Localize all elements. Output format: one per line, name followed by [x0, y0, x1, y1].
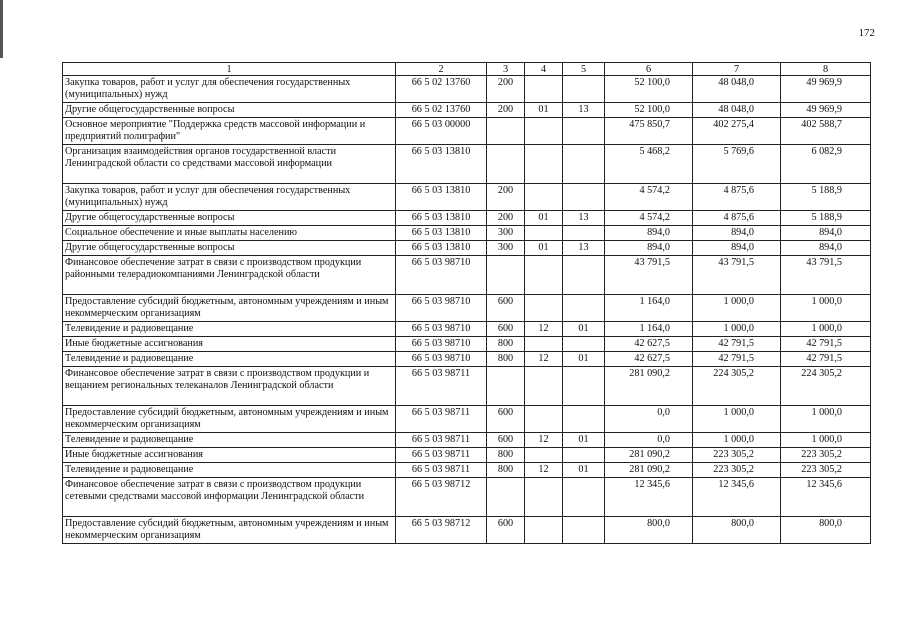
row-code-cell: 66 5 03 98710	[396, 256, 487, 295]
row-name-cell: Финансовое обеспечение затрат в связи с производством продукции районными телерадиокомпаниями Ленинградской области	[63, 256, 396, 295]
budget-table	[62, 62, 871, 544]
row-name-cell: Иные бюджетные ассигнования	[63, 448, 396, 463]
row-pr-cell	[563, 337, 605, 352]
row-code-cell: 66 5 03 13810	[396, 145, 487, 184]
row-amount-year1-cell: 4 574,2	[605, 184, 693, 211]
row-name-cell: Предоставление субсидий бюджетным, автономным учреждениям и иным некоммерческим организациям	[63, 295, 396, 322]
row-code-cell: 66 5 03 13810	[396, 211, 487, 226]
table-row	[63, 406, 871, 433]
row-pr-cell	[563, 406, 605, 433]
row-rz-cell: 01	[525, 241, 563, 256]
row-amount-year1-cell: 4 574,2	[605, 211, 693, 226]
row-name-cell: Предоставление субсидий бюджетным, автономным учреждениям и иным некоммерческим организациям	[63, 406, 396, 433]
row-amount-year1-cell: 281 090,2	[605, 367, 693, 406]
row-vr-cell: 300	[487, 241, 525, 256]
row-vr-cell: 200	[487, 184, 525, 211]
row-amount-year2-cell: 1 000,0	[693, 433, 781, 448]
row-name-cell: Финансовое обеспечение затрат в связи с производством продукции сетевыми средствами массовой информации Ленинградской области	[63, 478, 396, 517]
row-name-cell: Другие общегосударственные вопросы	[63, 211, 396, 226]
row-amount-year3-cell: 402 588,7	[781, 118, 871, 145]
row-amount-year1-cell: 894,0	[605, 241, 693, 256]
table-row	[63, 145, 871, 184]
row-code-cell: 66 5 03 00000	[396, 118, 487, 145]
row-amount-year3-cell: 1 000,0	[781, 322, 871, 337]
header-cell: 8	[781, 63, 871, 76]
row-name-cell: Финансовое обеспечение затрат в связи с производством продукции и вещанием региональных телеканалов Ленинградской области	[63, 367, 396, 406]
row-amount-year3-cell: 894,0	[781, 241, 871, 256]
row-vr-cell: 800	[487, 448, 525, 463]
row-code-cell: 66 5 03 98710	[396, 295, 487, 322]
row-pr-cell: 01	[563, 463, 605, 478]
table-row	[63, 184, 871, 211]
row-pr-cell: 13	[563, 103, 605, 118]
table-row	[63, 226, 871, 241]
row-amount-year3-cell: 223 305,2	[781, 448, 871, 463]
row-name-cell: Закупка товаров, работ и услуг для обеспечения государственных (муниципальных) нужд	[63, 76, 396, 103]
row-amount-year1-cell: 12 345,6	[605, 478, 693, 517]
row-amount-year2-cell: 1 000,0	[693, 295, 781, 322]
row-code-cell: 66 5 03 98710	[396, 337, 487, 352]
row-amount-year2-cell: 894,0	[693, 226, 781, 241]
row-vr-cell: 300	[487, 226, 525, 241]
row-amount-year1-cell: 0,0	[605, 406, 693, 433]
row-amount-year3-cell: 43 791,5	[781, 256, 871, 295]
row-name-cell: Телевидение и радиовещание	[63, 463, 396, 478]
row-amount-year1-cell: 43 791,5	[605, 256, 693, 295]
row-name-cell: Другие общегосударственные вопросы	[63, 103, 396, 118]
row-amount-year2-cell: 1 000,0	[693, 322, 781, 337]
row-vr-cell: 200	[487, 76, 525, 103]
row-vr-cell: 600	[487, 295, 525, 322]
row-rz-cell	[525, 226, 563, 241]
row-vr-cell	[487, 145, 525, 184]
row-amount-year3-cell: 5 188,9	[781, 211, 871, 226]
row-amount-year3-cell: 42 791,5	[781, 352, 871, 367]
row-pr-cell	[563, 517, 605, 544]
row-rz-cell	[525, 337, 563, 352]
row-amount-year2-cell: 223 305,2	[693, 448, 781, 463]
table-row	[63, 241, 871, 256]
row-rz-cell	[525, 118, 563, 145]
row-amount-year3-cell: 49 969,9	[781, 103, 871, 118]
header-cell: 1	[63, 63, 396, 76]
row-pr-cell	[563, 256, 605, 295]
row-vr-cell: 600	[487, 433, 525, 448]
row-rz-cell	[525, 256, 563, 295]
table-row	[63, 322, 871, 337]
row-amount-year2-cell: 894,0	[693, 241, 781, 256]
row-amount-year2-cell: 224 305,2	[693, 367, 781, 406]
row-vr-cell	[487, 367, 525, 406]
row-amount-year2-cell: 12 345,6	[693, 478, 781, 517]
table-row	[63, 118, 871, 145]
row-amount-year3-cell: 800,0	[781, 517, 871, 544]
row-code-cell: 66 5 03 13810	[396, 184, 487, 211]
row-amount-year1-cell: 475 850,7	[605, 118, 693, 145]
row-rz-cell: 12	[525, 352, 563, 367]
row-name-cell: Другие общегосударственные вопросы	[63, 241, 396, 256]
row-pr-cell	[563, 118, 605, 145]
row-amount-year2-cell: 4 875,6	[693, 184, 781, 211]
row-vr-cell	[487, 118, 525, 145]
header-cell: 2	[396, 63, 487, 76]
row-amount-year3-cell: 42 791,5	[781, 337, 871, 352]
table-row	[63, 367, 871, 406]
row-name-cell: Телевидение и радиовещание	[63, 352, 396, 367]
row-amount-year3-cell: 1 000,0	[781, 295, 871, 322]
table-row	[63, 448, 871, 463]
row-rz-cell: 01	[525, 211, 563, 226]
row-code-cell: 66 5 03 98710	[396, 352, 487, 367]
row-code-cell: 66 5 02 13760	[396, 76, 487, 103]
row-name-cell: Закупка товаров, работ и услуг для обеспечения государственных (муниципальных) нужд	[63, 184, 396, 211]
row-pr-cell: 01	[563, 433, 605, 448]
row-vr-cell: 600	[487, 322, 525, 337]
row-code-cell: 66 5 03 98712	[396, 478, 487, 517]
row-name-cell: Социальное обеспечение и иные выплаты населению	[63, 226, 396, 241]
row-amount-year3-cell: 49 969,9	[781, 76, 871, 103]
row-amount-year2-cell: 42 791,5	[693, 337, 781, 352]
row-code-cell: 66 5 03 98711	[396, 433, 487, 448]
row-amount-year1-cell: 42 627,5	[605, 337, 693, 352]
row-pr-cell	[563, 184, 605, 211]
page-number: 172	[858, 27, 875, 39]
row-code-cell: 66 5 03 98711	[396, 367, 487, 406]
table-row	[63, 352, 871, 367]
row-amount-year3-cell: 1 000,0	[781, 433, 871, 448]
row-amount-year1-cell: 281 090,2	[605, 448, 693, 463]
row-pr-cell: 01	[563, 352, 605, 367]
table-row	[63, 478, 871, 517]
row-amount-year1-cell: 894,0	[605, 226, 693, 241]
row-amount-year3-cell: 894,0	[781, 226, 871, 241]
table-row	[63, 256, 871, 295]
row-vr-cell: 600	[487, 406, 525, 433]
row-vr-cell: 800	[487, 463, 525, 478]
table-row	[63, 337, 871, 352]
row-pr-cell	[563, 448, 605, 463]
row-amount-year2-cell: 223 305,2	[693, 463, 781, 478]
row-rz-cell: 01	[525, 103, 563, 118]
row-vr-cell: 200	[487, 211, 525, 226]
row-amount-year1-cell: 1 164,0	[605, 295, 693, 322]
row-code-cell: 66 5 03 98712	[396, 517, 487, 544]
row-code-cell: 66 5 03 98711	[396, 448, 487, 463]
row-code-cell: 66 5 03 98711	[396, 463, 487, 478]
row-amount-year1-cell: 1 164,0	[605, 322, 693, 337]
row-rz-cell	[525, 76, 563, 103]
header-cell: 3	[487, 63, 525, 76]
row-vr-cell: 200	[487, 103, 525, 118]
row-amount-year1-cell: 52 100,0	[605, 103, 693, 118]
table-row	[63, 211, 871, 226]
row-rz-cell	[525, 145, 563, 184]
row-vr-cell	[487, 478, 525, 517]
row-pr-cell: 13	[563, 211, 605, 226]
row-rz-cell: 12	[525, 322, 563, 337]
row-amount-year2-cell: 5 769,6	[693, 145, 781, 184]
table-row	[63, 463, 871, 478]
row-name-cell: Предоставление субсидий бюджетным, автономным учреждениям и иным некоммерческим организациям	[63, 517, 396, 544]
row-amount-year2-cell: 42 791,5	[693, 352, 781, 367]
row-amount-year2-cell: 48 048,0	[693, 103, 781, 118]
row-pr-cell: 13	[563, 241, 605, 256]
table-row	[63, 76, 871, 103]
header-cell: 7	[693, 63, 781, 76]
row-rz-cell	[525, 448, 563, 463]
row-pr-cell	[563, 145, 605, 184]
table-row	[63, 433, 871, 448]
header-cell: 6	[605, 63, 693, 76]
row-vr-cell: 800	[487, 337, 525, 352]
table-row	[63, 103, 871, 118]
row-name-cell: Организация взаимодействия органов государственной власти Ленинградской области со средствами массовой информации	[63, 145, 396, 184]
row-vr-cell: 600	[487, 517, 525, 544]
row-name-cell: Иные бюджетные ассигнования	[63, 337, 396, 352]
row-pr-cell: 01	[563, 322, 605, 337]
row-code-cell: 66 5 02 13760	[396, 103, 487, 118]
row-code-cell: 66 5 03 98710	[396, 322, 487, 337]
row-code-cell: 66 5 03 13810	[396, 226, 487, 241]
row-pr-cell	[563, 295, 605, 322]
row-pr-cell	[563, 367, 605, 406]
table-row	[63, 517, 871, 544]
row-name-cell: Телевидение и радиовещание	[63, 433, 396, 448]
row-amount-year2-cell: 43 791,5	[693, 256, 781, 295]
row-name-cell: Основное мероприятие "Поддержка средств массовой информации и предприятий полиграфии"	[63, 118, 396, 145]
header-cell: 4	[525, 63, 563, 76]
row-amount-year1-cell: 281 090,2	[605, 463, 693, 478]
row-amount-year3-cell: 12 345,6	[781, 478, 871, 517]
row-amount-year1-cell: 0,0	[605, 433, 693, 448]
row-code-cell: 66 5 03 13810	[396, 241, 487, 256]
table-row	[63, 295, 871, 322]
row-rz-cell	[525, 367, 563, 406]
row-amount-year1-cell: 52 100,0	[605, 76, 693, 103]
row-amount-year2-cell: 402 275,4	[693, 118, 781, 145]
row-code-cell: 66 5 03 98711	[396, 406, 487, 433]
row-rz-cell: 12	[525, 463, 563, 478]
row-name-cell: Телевидение и радиовещание	[63, 322, 396, 337]
row-amount-year3-cell: 5 188,9	[781, 184, 871, 211]
row-amount-year2-cell: 1 000,0	[693, 406, 781, 433]
row-rz-cell	[525, 517, 563, 544]
header-cell: 5	[563, 63, 605, 76]
row-amount-year3-cell: 1 000,0	[781, 406, 871, 433]
row-rz-cell	[525, 184, 563, 211]
header-row	[63, 63, 871, 76]
row-amount-year1-cell: 5 468,2	[605, 145, 693, 184]
row-vr-cell	[487, 256, 525, 295]
row-amount-year1-cell: 42 627,5	[605, 352, 693, 367]
row-amount-year3-cell: 224 305,2	[781, 367, 871, 406]
row-pr-cell	[563, 226, 605, 241]
row-amount-year3-cell: 6 082,9	[781, 145, 871, 184]
row-amount-year3-cell: 223 305,2	[781, 463, 871, 478]
row-rz-cell	[525, 478, 563, 517]
row-rz-cell	[525, 295, 563, 322]
row-amount-year2-cell: 800,0	[693, 517, 781, 544]
row-amount-year2-cell: 48 048,0	[693, 76, 781, 103]
row-rz-cell: 12	[525, 433, 563, 448]
row-pr-cell	[563, 478, 605, 517]
row-amount-year1-cell: 800,0	[605, 517, 693, 544]
scan-edge	[0, 0, 3, 58]
row-amount-year2-cell: 4 875,6	[693, 211, 781, 226]
row-vr-cell: 800	[487, 352, 525, 367]
row-rz-cell	[525, 406, 563, 433]
row-pr-cell	[563, 76, 605, 103]
